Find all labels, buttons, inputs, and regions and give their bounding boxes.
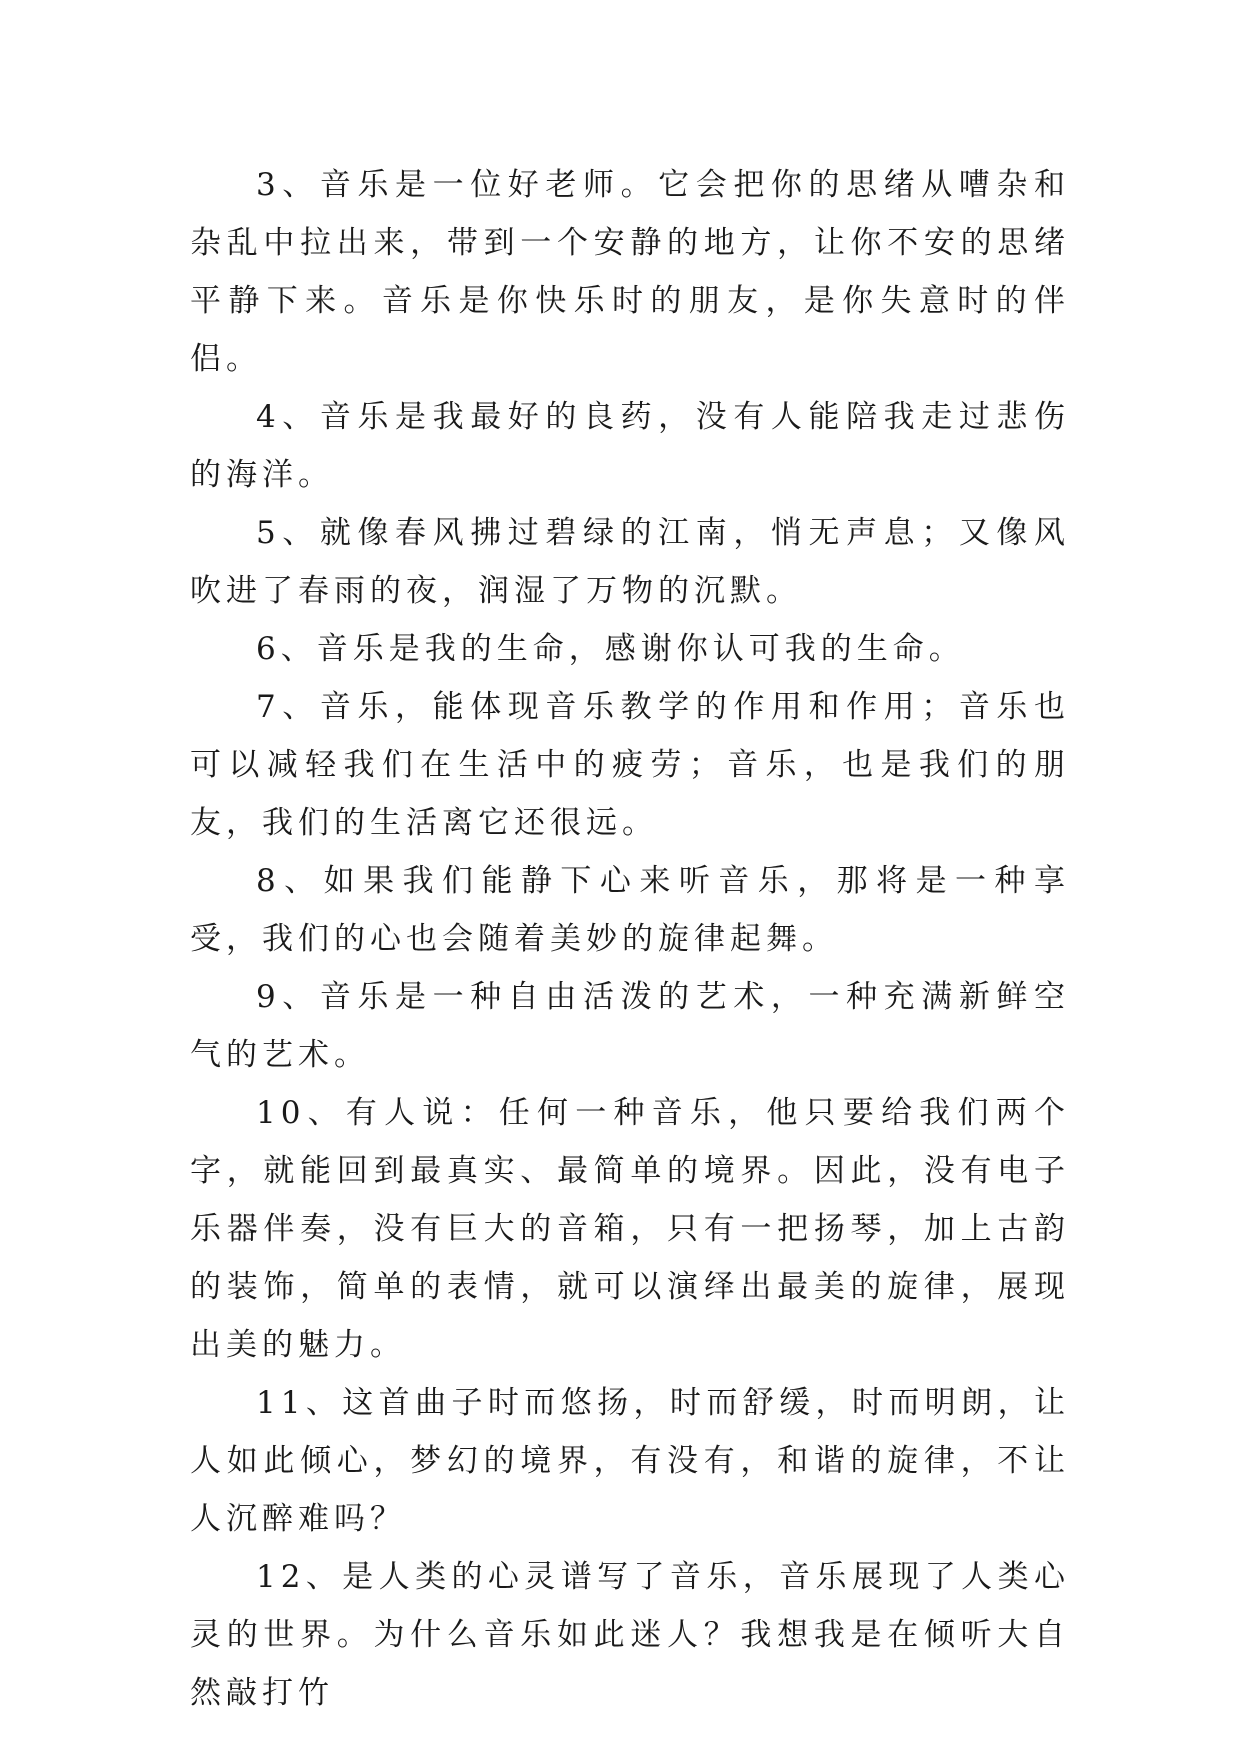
paragraph-9: 9、音乐是一种自由活泼的艺术，一种充满新鲜空气的艺术。 xyxy=(190,979,1070,1073)
paragraph-3: 3、音乐是一位好老师。它会把你的思绪从嘈杂和杂乱中拉出来，带到一个安静的地方，让你不安的思绪平静下来。音乐是你快乐时的朋友，是你失意时的伴侣。 xyxy=(190,167,1070,377)
paragraph-5: 5、就像春风拂过碧绿的江南，悄无声息；又像风吹进了春雨的夜，润湿了万物的沉默。 xyxy=(190,515,1070,609)
paragraph-11: 11、这首曲子时而悠扬，时而舒缓，时而明朗，让人如此倾心，梦幻的境界，有没有，和谐的旋律，不让人沉醉难吗？ xyxy=(190,1385,1070,1537)
paragraph-8: 8、如果我们能静下心来听音乐，那将是一种享受，我们的心也会随着美妙的旋律起舞。 xyxy=(190,863,1070,957)
document-body xyxy=(190,156,1070,1722)
paragraph-6: 6、音乐是我的生命，感谢你认可我的生命。 xyxy=(256,631,965,667)
paragraph-12: 12、是人类的心灵谱写了音乐，音乐展现了人类心灵的世界。为什么音乐如此迷人？我想我是在倾听大自然敲打竹 xyxy=(190,1559,1070,1711)
paragraph-10: 10、有人说：任何一种音乐，他只要给我们两个字，就能回到最真实、最简单的境界。因此，没有电子乐器伴奏，没有巨大的音箱，只有一把扬琴，加上古韵的装饰，简单的表情，就可以演绎出最美的旋律，展现出美的魅力。 xyxy=(190,1095,1070,1363)
paragraph-7: 7、音乐，能体现音乐教学的作用和作用；音乐也可以减轻我们在生活中的疲劳；音乐，也是我们的朋友，我们的生活离它还很远。 xyxy=(190,689,1070,841)
paragraph-4: 4、音乐是我最好的良药，没有人能陪我走过悲伤的海洋。 xyxy=(190,399,1070,493)
